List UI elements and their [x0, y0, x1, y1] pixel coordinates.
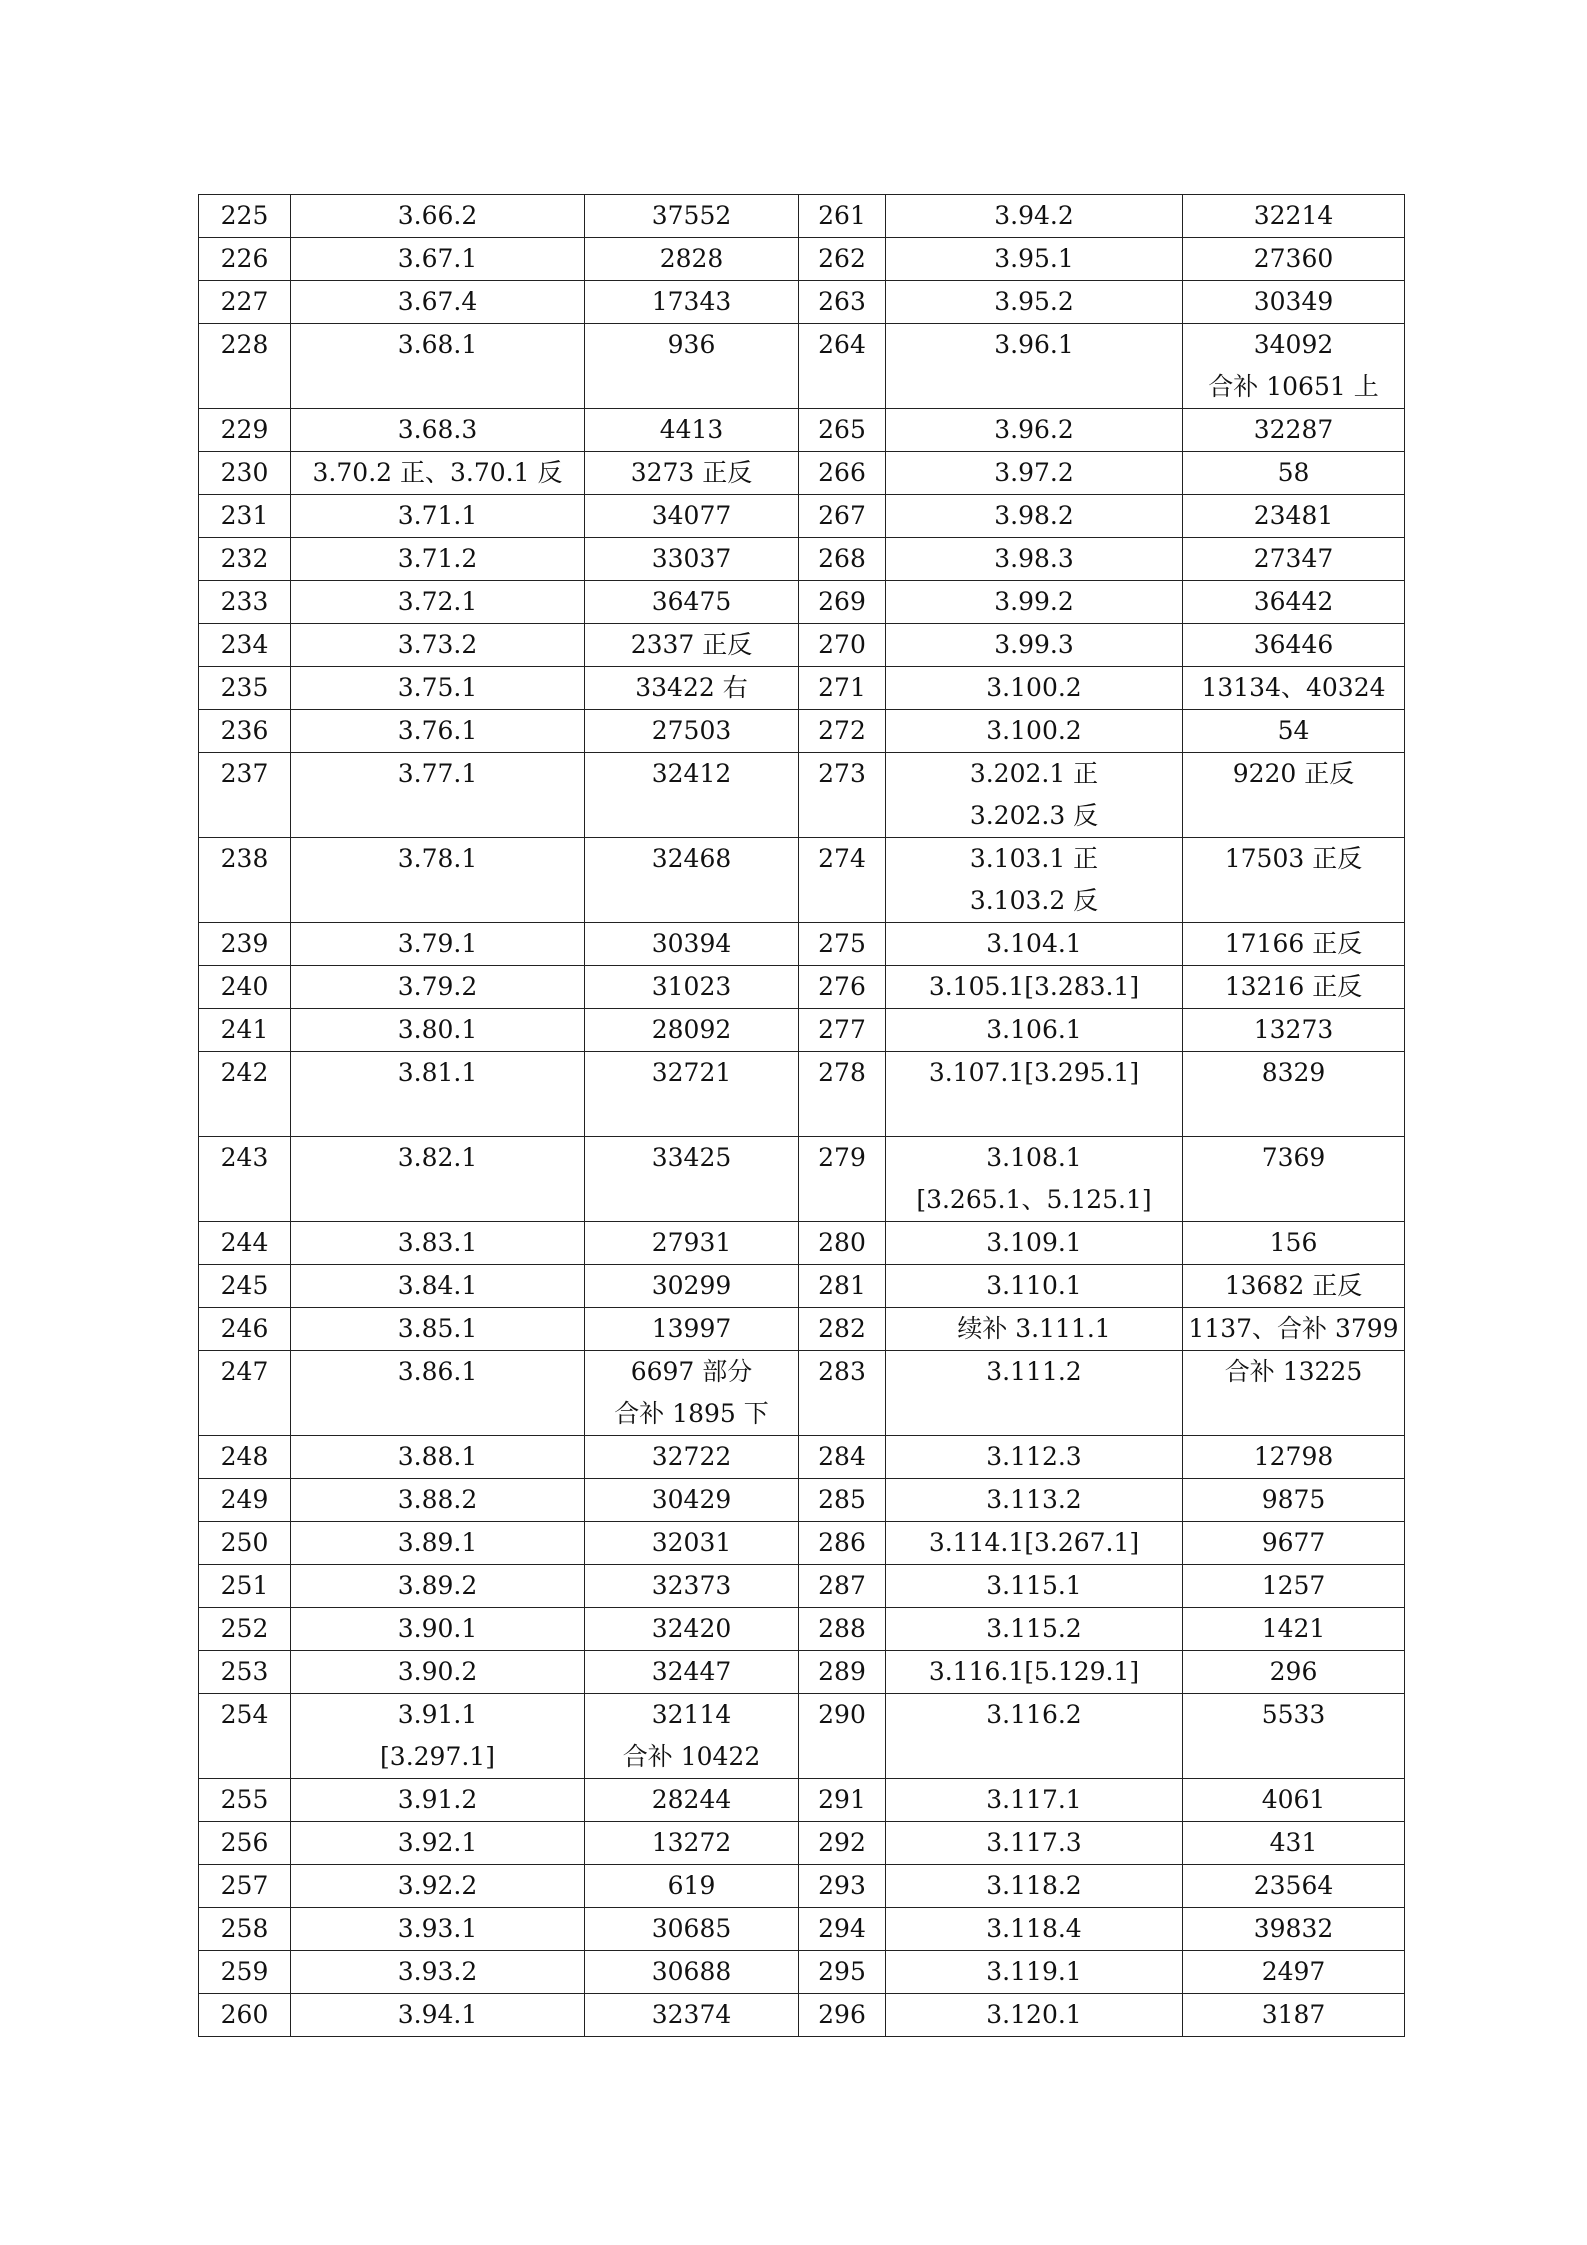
number-cell: 936	[585, 324, 799, 409]
number-cell: 17166 正反	[1183, 923, 1405, 966]
reference-cell: 3.84.1	[291, 1265, 585, 1308]
reference-cell: 3.118.4	[886, 1908, 1183, 1951]
table-row	[199, 1694, 1405, 1779]
index-cell: 228	[199, 324, 291, 409]
table-row	[199, 1479, 1405, 1522]
table-row	[199, 1994, 1405, 2037]
reference-cell: 3.79.1	[291, 923, 585, 966]
number-cell: 32287	[1183, 409, 1405, 452]
reference-cell: 3.114.1[3.267.1]	[886, 1522, 1183, 1565]
reference-cell: 3.96.2	[886, 409, 1183, 452]
number-cell: 619	[585, 1865, 799, 1908]
reference-cell: 3.79.2	[291, 966, 585, 1009]
table-row	[199, 1436, 1405, 1479]
index-cell: 229	[199, 409, 291, 452]
index-cell: 243	[199, 1137, 291, 1222]
table-row	[199, 966, 1405, 1009]
index-cell: 226	[199, 238, 291, 281]
index-cell: 290	[799, 1694, 886, 1779]
index-cell: 263	[799, 281, 886, 324]
index-cell: 230	[199, 452, 291, 495]
reference-cell: 3.112.3	[886, 1436, 1183, 1479]
table-row	[199, 1779, 1405, 1822]
reference-cell: 3.115.2	[886, 1608, 1183, 1651]
table-row	[199, 1565, 1405, 1608]
number-cell: 9677	[1183, 1522, 1405, 1565]
reference-cell: 3.89.1	[291, 1522, 585, 1565]
reference-cell: 3.110.1	[886, 1265, 1183, 1308]
number-cell: 27931	[585, 1222, 799, 1265]
reference-cell: 3.105.1[3.283.1]	[886, 966, 1183, 1009]
index-cell: 288	[799, 1608, 886, 1651]
table-row	[199, 710, 1405, 753]
index-cell: 267	[799, 495, 886, 538]
index-cell: 259	[199, 1951, 291, 1994]
reference-cell: 3.118.2	[886, 1865, 1183, 1908]
number-cell: 1421	[1183, 1608, 1405, 1651]
reference-cell: 3.120.1	[886, 1994, 1183, 2037]
number-cell: 156	[1183, 1222, 1405, 1265]
table-row	[199, 1052, 1405, 1137]
number-cell: 37552	[585, 195, 799, 238]
number-cell: 32447	[585, 1651, 799, 1694]
number-cell: 296	[1183, 1651, 1405, 1694]
reference-cell: 3.117.1	[886, 1779, 1183, 1822]
table-row	[199, 195, 1405, 238]
reference-cell: 3.119.1	[886, 1951, 1183, 1994]
table-row	[199, 1608, 1405, 1651]
index-cell: 276	[799, 966, 886, 1009]
number-cell: 33425	[585, 1137, 799, 1222]
number-cell: 32412	[585, 753, 799, 838]
index-cell: 225	[199, 195, 291, 238]
reference-cell: 3.95.1	[886, 238, 1183, 281]
index-cell: 283	[799, 1351, 886, 1436]
number-cell: 34092 合补 10651 上	[1183, 324, 1405, 409]
number-cell: 5533	[1183, 1694, 1405, 1779]
reference-cell: 3.93.2	[291, 1951, 585, 1994]
number-cell: 12798	[1183, 1436, 1405, 1479]
table-row	[199, 1137, 1405, 1222]
reference-cell: 3.98.2	[886, 495, 1183, 538]
table-row	[199, 923, 1405, 966]
number-cell: 32468	[585, 838, 799, 923]
number-cell: 9875	[1183, 1479, 1405, 1522]
number-cell: 9220 正反	[1183, 753, 1405, 838]
index-cell: 245	[199, 1265, 291, 1308]
reference-cell: 3.90.1	[291, 1608, 585, 1651]
index-cell: 294	[799, 1908, 886, 1951]
reference-cell: 3.68.1	[291, 324, 585, 409]
reference-cell: 3.67.4	[291, 281, 585, 324]
reference-cell: 3.80.1	[291, 1009, 585, 1052]
index-cell: 272	[799, 710, 886, 753]
number-cell: 30685	[585, 1908, 799, 1951]
number-cell: 7369	[1183, 1137, 1405, 1222]
number-cell: 13682 正反	[1183, 1265, 1405, 1308]
table-row	[199, 1308, 1405, 1351]
reference-cell: 3.77.1	[291, 753, 585, 838]
number-cell: 27503	[585, 710, 799, 753]
number-cell: 32721	[585, 1052, 799, 1137]
number-cell: 36475	[585, 581, 799, 624]
table-row	[199, 1908, 1405, 1951]
index-cell: 281	[799, 1265, 886, 1308]
index-cell: 248	[199, 1436, 291, 1479]
reference-cell: 3.72.1	[291, 581, 585, 624]
table-row	[199, 1265, 1405, 1308]
index-cell: 227	[199, 281, 291, 324]
reference-cell: 3.107.1[3.295.1]	[886, 1052, 1183, 1137]
index-cell: 235	[199, 667, 291, 710]
number-cell: 13997	[585, 1308, 799, 1351]
index-cell: 255	[199, 1779, 291, 1822]
number-cell: 34077	[585, 495, 799, 538]
table-row	[199, 495, 1405, 538]
reference-cell: 3.92.1	[291, 1822, 585, 1865]
reference-cell: 3.67.1	[291, 238, 585, 281]
number-cell: 23564	[1183, 1865, 1405, 1908]
reference-cell: 3.117.3	[886, 1822, 1183, 1865]
index-cell: 238	[199, 838, 291, 923]
number-cell: 13216 正反	[1183, 966, 1405, 1009]
number-cell: 54	[1183, 710, 1405, 753]
number-cell: 3187	[1183, 1994, 1405, 2037]
number-cell: 17343	[585, 281, 799, 324]
table-row	[199, 667, 1405, 710]
reference-cell: 3.71.2	[291, 538, 585, 581]
table-row	[199, 538, 1405, 581]
index-cell: 232	[199, 538, 291, 581]
table-row	[199, 1351, 1405, 1436]
number-cell: 32373	[585, 1565, 799, 1608]
index-cell: 257	[199, 1865, 291, 1908]
index-cell: 241	[199, 1009, 291, 1052]
index-cell: 266	[799, 452, 886, 495]
reference-cell: 3.78.1	[291, 838, 585, 923]
reference-cell: 3.115.1	[886, 1565, 1183, 1608]
index-cell: 233	[199, 581, 291, 624]
reference-cell: 3.86.1	[291, 1351, 585, 1436]
number-cell: 33037	[585, 538, 799, 581]
reference-cell: 3.108.1 [3.265.1、5.125.1]	[886, 1137, 1183, 1222]
number-cell: 30429	[585, 1479, 799, 1522]
table-row	[199, 1222, 1405, 1265]
index-cell: 247	[199, 1351, 291, 1436]
reference-cell: 3.85.1	[291, 1308, 585, 1351]
table-row	[199, 281, 1405, 324]
reference-cell: 3.97.2	[886, 452, 1183, 495]
number-cell: 32722	[585, 1436, 799, 1479]
index-cell: 270	[799, 624, 886, 667]
number-cell: 27360	[1183, 238, 1405, 281]
reference-cell: 3.103.1 正 3.103.2 反	[886, 838, 1183, 923]
reference-cell: 3.88.1	[291, 1436, 585, 1479]
index-cell: 268	[799, 538, 886, 581]
index-cell: 296	[799, 1994, 886, 2037]
number-cell: 30349	[1183, 281, 1405, 324]
index-cell: 236	[199, 710, 291, 753]
reference-cell: 3.91.2	[291, 1779, 585, 1822]
index-cell: 264	[799, 324, 886, 409]
reference-cell: 3.91.1 [3.297.1]	[291, 1694, 585, 1779]
reference-cell: 3.90.2	[291, 1651, 585, 1694]
number-cell: 28244	[585, 1779, 799, 1822]
reference-cell: 3.92.2	[291, 1865, 585, 1908]
number-cell: 8329	[1183, 1052, 1405, 1137]
index-cell: 295	[799, 1951, 886, 1994]
reference-cell: 3.89.2	[291, 1565, 585, 1608]
reference-cell: 3.109.1	[886, 1222, 1183, 1265]
reference-cell: 3.111.2	[886, 1351, 1183, 1436]
index-cell: 258	[199, 1908, 291, 1951]
number-cell: 32374	[585, 1994, 799, 2037]
number-cell: 1257	[1183, 1565, 1405, 1608]
reference-cell: 3.100.2	[886, 710, 1183, 753]
number-cell: 30394	[585, 923, 799, 966]
index-cell: 254	[199, 1694, 291, 1779]
reference-cell: 3.83.1	[291, 1222, 585, 1265]
number-cell: 13273	[1183, 1009, 1405, 1052]
index-cell: 289	[799, 1651, 886, 1694]
index-cell: 249	[199, 1479, 291, 1522]
table-body	[199, 195, 1405, 2037]
number-cell: 58	[1183, 452, 1405, 495]
index-cell: 277	[799, 1009, 886, 1052]
index-cell: 240	[199, 966, 291, 1009]
table-row	[199, 1651, 1405, 1694]
index-cell: 285	[799, 1479, 886, 1522]
reference-cell: 3.68.3	[291, 409, 585, 452]
number-cell: 3273 正反	[585, 452, 799, 495]
reference-cell: 3.100.2	[886, 667, 1183, 710]
number-cell: 32214	[1183, 195, 1405, 238]
reference-cell: 3.99.2	[886, 581, 1183, 624]
reference-cell: 3.70.2 正、3.70.1 反	[291, 452, 585, 495]
reference-cell: 3.66.2	[291, 195, 585, 238]
reference-cell: 续补 3.111.1	[886, 1308, 1183, 1351]
reference-cell: 3.113.2	[886, 1479, 1183, 1522]
index-cell: 273	[799, 753, 886, 838]
reference-cell: 3.116.1[5.129.1]	[886, 1651, 1183, 1694]
index-cell: 251	[199, 1565, 291, 1608]
index-cell: 253	[199, 1651, 291, 1694]
reference-cell: 3.94.2	[886, 195, 1183, 238]
number-cell: 33422 右	[585, 667, 799, 710]
index-cell: 244	[199, 1222, 291, 1265]
index-cell: 293	[799, 1865, 886, 1908]
index-cell: 284	[799, 1436, 886, 1479]
reference-cell: 3.71.1	[291, 495, 585, 538]
number-cell: 36446	[1183, 624, 1405, 667]
number-cell: 431	[1183, 1822, 1405, 1865]
number-cell: 30299	[585, 1265, 799, 1308]
reference-cell: 3.99.3	[886, 624, 1183, 667]
number-cell: 32420	[585, 1608, 799, 1651]
reference-cell: 3.94.1	[291, 1994, 585, 2037]
number-cell: 32114 合补 10422	[585, 1694, 799, 1779]
index-cell: 234	[199, 624, 291, 667]
reference-cell: 3.96.1	[886, 324, 1183, 409]
number-cell: 30688	[585, 1951, 799, 1994]
number-cell: 13134、40324	[1183, 667, 1405, 710]
number-cell: 2337 正反	[585, 624, 799, 667]
index-cell: 252	[199, 1608, 291, 1651]
reference-cell: 3.93.1	[291, 1908, 585, 1951]
index-cell: 261	[799, 195, 886, 238]
reference-cell: 3.106.1	[886, 1009, 1183, 1052]
table-row	[199, 452, 1405, 495]
index-cell: 265	[799, 409, 886, 452]
reference-cell: 3.81.1	[291, 1052, 585, 1137]
index-cell: 237	[199, 753, 291, 838]
reference-cell: 3.95.2	[886, 281, 1183, 324]
number-cell: 6697 部分 合补 1895 下	[585, 1351, 799, 1436]
number-cell: 合补 13225	[1183, 1351, 1405, 1436]
index-cell: 239	[199, 923, 291, 966]
index-cell: 242	[199, 1052, 291, 1137]
table-row	[199, 1951, 1405, 1994]
index-cell: 262	[799, 238, 886, 281]
table-row	[199, 581, 1405, 624]
index-cell: 260	[199, 1994, 291, 2037]
index-cell: 291	[799, 1779, 886, 1822]
number-cell: 1137、合补 3799	[1183, 1308, 1405, 1351]
reference-cell: 3.104.1	[886, 923, 1183, 966]
table-row	[199, 1522, 1405, 1565]
index-cell: 282	[799, 1308, 886, 1351]
reference-cell: 3.82.1	[291, 1137, 585, 1222]
number-cell: 2497	[1183, 1951, 1405, 1994]
number-cell: 23481	[1183, 495, 1405, 538]
number-cell: 4061	[1183, 1779, 1405, 1822]
index-cell: 279	[799, 1137, 886, 1222]
number-cell: 32031	[585, 1522, 799, 1565]
reference-cell: 3.88.2	[291, 1479, 585, 1522]
index-cell: 250	[199, 1522, 291, 1565]
table-row	[199, 324, 1405, 409]
number-cell: 2828	[585, 238, 799, 281]
table-row	[199, 753, 1405, 838]
index-cell: 278	[799, 1052, 886, 1137]
table-row	[199, 838, 1405, 923]
index-cell: 274	[799, 838, 886, 923]
index-cell: 286	[799, 1522, 886, 1565]
table-row	[199, 238, 1405, 281]
reference-cell: 3.75.1	[291, 667, 585, 710]
index-cell: 280	[799, 1222, 886, 1265]
index-cell: 256	[199, 1822, 291, 1865]
index-cell: 269	[799, 581, 886, 624]
reference-cell: 3.76.1	[291, 710, 585, 753]
reference-cell: 3.98.3	[886, 538, 1183, 581]
index-cell: 231	[199, 495, 291, 538]
table-row	[199, 1009, 1405, 1052]
table-row	[199, 624, 1405, 667]
index-cell: 287	[799, 1565, 886, 1608]
index-cell: 292	[799, 1822, 886, 1865]
reference-cell: 3.202.1 正 3.202.3 反	[886, 753, 1183, 838]
table-row	[199, 1822, 1405, 1865]
index-cell: 271	[799, 667, 886, 710]
table-row	[199, 409, 1405, 452]
number-cell: 39832	[1183, 1908, 1405, 1951]
reference-cell: 3.116.2	[886, 1694, 1183, 1779]
table-row	[199, 1865, 1405, 1908]
number-cell: 4413	[585, 409, 799, 452]
concordance-table	[198, 194, 1405, 2037]
number-cell: 28092	[585, 1009, 799, 1052]
index-cell: 275	[799, 923, 886, 966]
number-cell: 31023	[585, 966, 799, 1009]
number-cell: 27347	[1183, 538, 1405, 581]
index-cell: 246	[199, 1308, 291, 1351]
number-cell: 17503 正反	[1183, 838, 1405, 923]
number-cell: 13272	[585, 1822, 799, 1865]
reference-cell: 3.73.2	[291, 624, 585, 667]
number-cell: 36442	[1183, 581, 1405, 624]
